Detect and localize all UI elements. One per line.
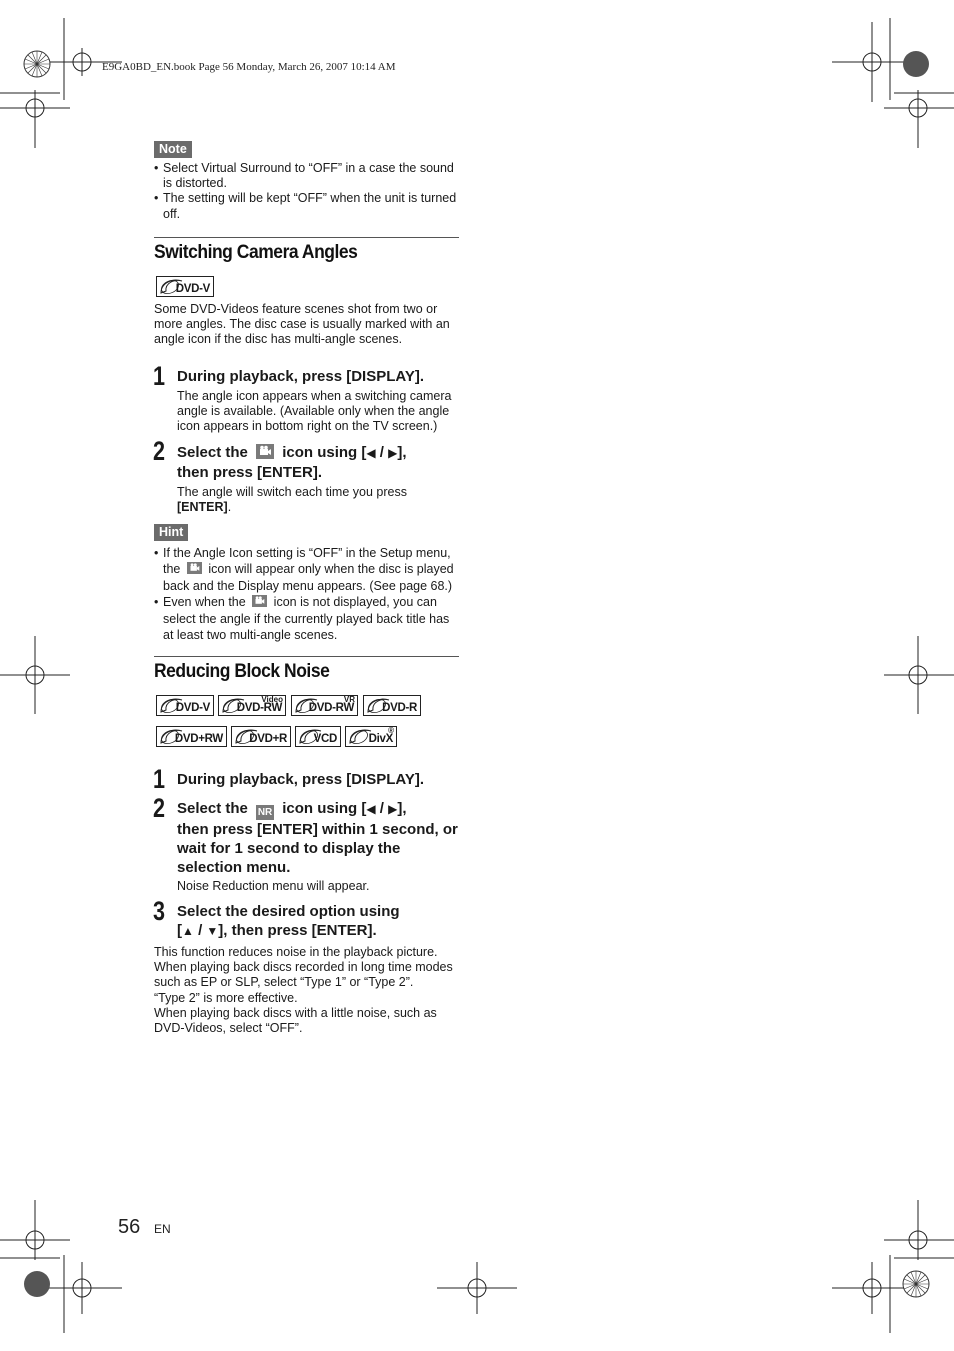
hint-list xyxy=(154,545,460,643)
step-note xyxy=(177,485,461,515)
section-title-camera: Switching Camera Angles xyxy=(154,242,358,263)
step-note: Noise Reduction menu will appear. xyxy=(177,879,370,893)
step-heading xyxy=(177,902,467,941)
step-text: [ xyxy=(177,922,182,939)
outro-line: When playing back discs with a little noise, such as DVD-Videos, select “OFF”. xyxy=(154,1005,437,1036)
hint-text: icon is not displayed, you can select the angle if the currently played back title has at least two multi-angle scenes. xyxy=(163,595,450,643)
disc-sublabel: VR xyxy=(343,695,355,704)
outro-line: When playing back discs recorded in long time modes such as EP or SLP, select “Type 1” or “Type 2”. xyxy=(154,960,453,990)
noise-reduction-icon: NR xyxy=(257,807,273,818)
outro-line: “Type 2” is more effective. xyxy=(154,990,298,1005)
step-text: Select the xyxy=(177,800,248,817)
disc-badge xyxy=(363,695,421,716)
hint-text: icon will appear only when the disc is played back and the Display menu appears. (See page 68.) xyxy=(163,562,454,593)
step-text: icon using [ xyxy=(282,444,367,461)
disc-label: DVD+R xyxy=(249,733,287,745)
disc-label: VCD xyxy=(313,733,337,745)
disc-badge xyxy=(218,695,286,716)
step-note: The angle icon appears when a switching camera angle is available. (Available only when the angle icon appears in bottom right on the TV screen.) xyxy=(177,389,452,434)
hint-text: Even when the xyxy=(163,595,246,610)
step-text: ], xyxy=(397,444,407,461)
step-number: 1 xyxy=(153,764,166,794)
camera-angle-icon xyxy=(252,595,267,607)
left-arrow-icon: ◀ xyxy=(366,802,376,816)
page-number: 56 xyxy=(118,1216,141,1238)
disc-badge xyxy=(345,726,397,747)
step-text: / xyxy=(379,444,384,461)
step-text: then press [ENTER] within 1 second, or wait for 1 second to display the selection menu. xyxy=(177,821,458,876)
step-text: ], then press [ENTER]. xyxy=(218,922,377,939)
note-label: Note xyxy=(154,141,192,158)
hint-label: Hint xyxy=(154,524,188,541)
down-arrow-icon: ▼ xyxy=(206,924,219,938)
camera-angle-icon xyxy=(256,444,274,459)
step-note-key: [ENTER] xyxy=(177,500,228,515)
right-arrow-icon: ▶ xyxy=(388,802,398,816)
section-title-noise: Reducing Block Noise xyxy=(154,661,330,682)
disc-label: DVD-RW xyxy=(236,702,282,714)
disc-label: DVD-V xyxy=(175,283,210,295)
step-number: 3 xyxy=(153,896,166,926)
hint-text: If the Angle Icon setting is “OFF” in the Setup menu, the xyxy=(163,546,451,577)
step-heading: During playback, press [DISPLAY]. xyxy=(177,368,425,385)
step-number: 2 xyxy=(153,436,166,466)
list-item: • Select Virtual Surround to “OFF” in a case the sound is distorted. xyxy=(154,161,460,191)
step-number: 1 xyxy=(153,361,166,391)
step-text: Select the desired option using xyxy=(177,903,400,920)
disc-label: DVD-V xyxy=(175,702,210,714)
step-text: / xyxy=(198,922,203,939)
step-text: Select the xyxy=(177,444,248,461)
disc-badge xyxy=(231,726,291,747)
step-text: ], xyxy=(397,800,407,817)
list-item xyxy=(154,545,460,594)
step-note-text: The angle will switch each time you press xyxy=(177,485,407,499)
step-number: 2 xyxy=(153,793,166,823)
list-item xyxy=(154,594,460,643)
disc-label: DVD+RW xyxy=(174,733,223,745)
disc-label: DVD-R xyxy=(382,702,417,714)
disc-sublabel: ® xyxy=(388,726,394,735)
disc-badge xyxy=(291,695,358,716)
left-arrow-icon: ◀ xyxy=(366,446,376,460)
step-text: icon using [ xyxy=(282,800,367,817)
disc-badge xyxy=(156,695,214,716)
camera-intro: Some DVD-Videos feature scenes shot from two or more angles. The disc case is usually marked with an angle icon if the disc has multi-angle scenes. xyxy=(154,302,450,347)
step-text: / xyxy=(379,800,384,817)
page-language: EN xyxy=(154,1222,171,1236)
step-heading xyxy=(177,799,467,877)
hint-section xyxy=(154,523,460,643)
section-rule xyxy=(154,237,459,238)
right-arrow-icon: ▶ xyxy=(388,446,398,460)
note-section xyxy=(154,140,460,222)
camera-angle-icon xyxy=(187,562,202,574)
disc-sublabel: Video xyxy=(261,695,283,704)
disc-badge-dvd-v xyxy=(156,276,214,297)
note-list xyxy=(154,161,460,222)
up-arrow-icon: ▲ xyxy=(182,924,194,938)
step-heading xyxy=(177,443,467,482)
list-item: • The setting will be kept “OFF” when the unit is turned off. xyxy=(154,191,460,221)
step-note-text: . xyxy=(227,500,232,515)
file-info: E9GA0BD_EN.book Page 56 Monday, March 26, 2007 10:14 AM xyxy=(102,61,396,73)
disc-badge xyxy=(156,726,227,747)
disc-badge xyxy=(295,726,341,747)
outro-line: This function reduces noise in the playback picture. xyxy=(154,945,438,959)
noise-outro xyxy=(154,945,460,1036)
step-heading: During playback, press [DISPLAY]. xyxy=(177,771,425,788)
disc-label: DVD-RW xyxy=(308,702,354,714)
section-rule xyxy=(154,656,459,657)
disc-label: DivX xyxy=(368,733,393,745)
step-text: then press [ENTER]. xyxy=(177,464,323,481)
